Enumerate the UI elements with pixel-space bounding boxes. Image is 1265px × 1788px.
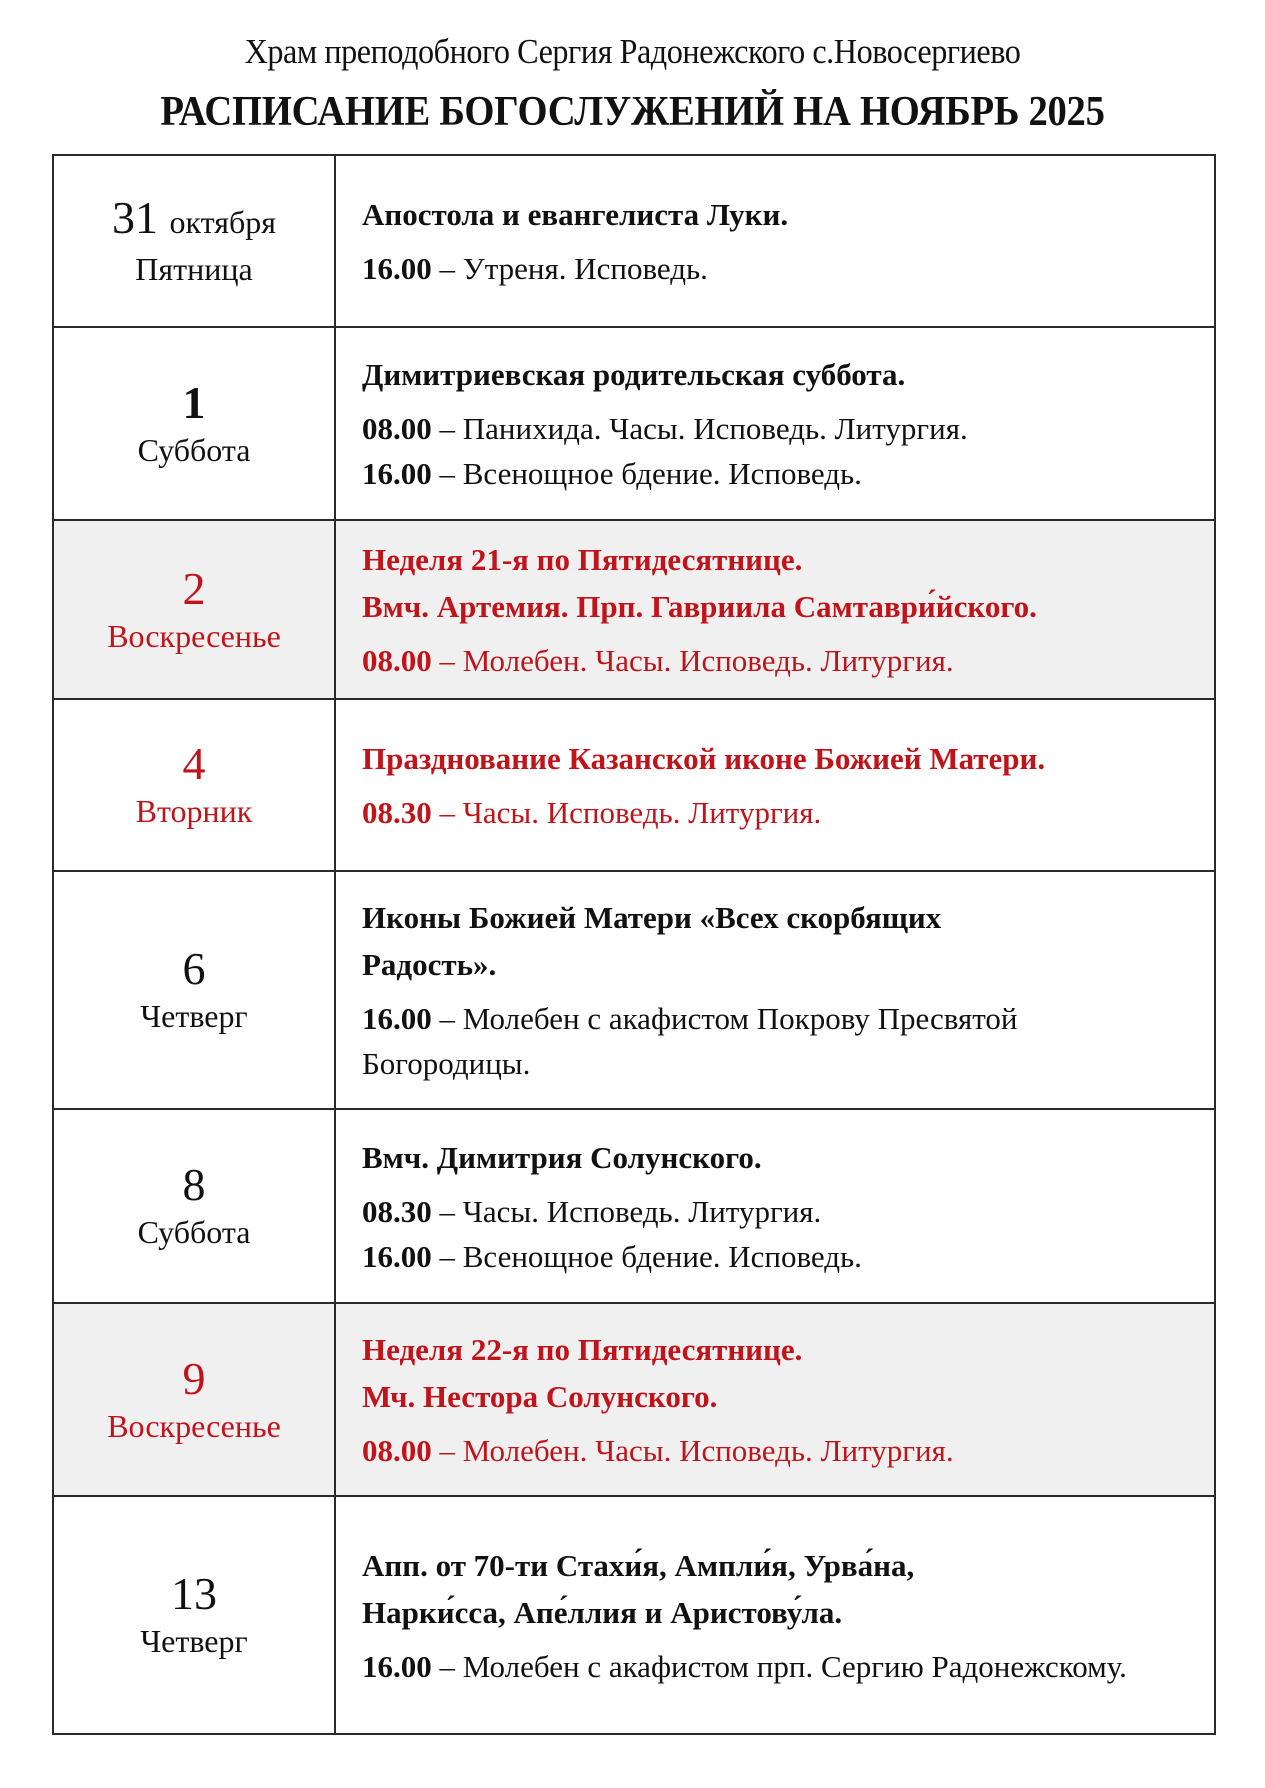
day-number: 1: [182, 376, 206, 428]
service-text: – Панихида. Часы. Исповедь. Литургия.: [431, 411, 968, 446]
feast-title: Вмч. Димитрия Солунского.: [362, 1139, 762, 1175]
service-time: 16.00: [362, 456, 432, 491]
service-line: [362, 790, 1190, 835]
service-time: 16.00: [362, 251, 432, 286]
feast-title: Апостола и евангелиста Луки.: [362, 197, 789, 232]
service-info-cell: [335, 699, 1215, 871]
schedule-row-sunday: [53, 520, 1215, 699]
feast-title: Нарки́сса, Апе́ллия и Аристову́ла.: [362, 1594, 843, 1630]
feast-title: Празднование Казанской иконе Божией Матери.: [362, 741, 1046, 776]
feast-title: Вмч. Артемия. Прп. Гавриила Самтаври́йского.: [362, 589, 1037, 624]
service-info-cell: [335, 1303, 1215, 1496]
page-title: РАСПИСАНИЕ БОГОСЛУЖЕНИЙ НА НОЯБРЬ 2025: [160, 89, 1105, 135]
service-text: – Утреня. Исповедь.: [431, 251, 708, 286]
day-number: 6: [182, 943, 206, 994]
weekday-label: Воскресенье: [107, 1407, 281, 1444]
date-cell: [53, 1303, 335, 1496]
day-number: 8: [182, 1159, 206, 1210]
day-number: 9: [182, 1352, 206, 1404]
service-info-cell: [335, 520, 1215, 699]
schedule-row: [53, 871, 1215, 1109]
service-line: [362, 1644, 1190, 1689]
service-time: 08.00: [362, 643, 432, 678]
service-time: 16.00: [362, 1238, 432, 1274]
service-text: – Всенощное бдение. Исповедь.: [431, 1238, 862, 1274]
feast-title: Мч. Нестора Солунского.: [362, 1379, 718, 1414]
schedule-row: [53, 1109, 1215, 1303]
date-cell: [53, 871, 335, 1109]
service-time: 08.00: [362, 411, 432, 446]
feast-title: Неделя 22-я по Пятидесятнице.: [362, 1332, 803, 1367]
schedule-row-sunday: [53, 1303, 1215, 1496]
date-cell: [53, 1109, 335, 1303]
schedule-row-feast: [53, 699, 1215, 871]
date-cell: [53, 699, 335, 871]
service-line: [362, 406, 1190, 451]
church-name: Храм преподобного Сергия Радонежского с.Новосергиево: [244, 32, 1021, 71]
weekday-label: Вторник: [135, 793, 253, 829]
date-cell: [53, 520, 335, 699]
day-value: 31: [112, 192, 159, 243]
service-line: [362, 1234, 1190, 1279]
schedule-row: [53, 155, 1215, 327]
feast-title: Апп. от 70-ти Стахи́я, Ампли́я, Урва́на,: [362, 1547, 915, 1583]
service-text: – Часы. Исповедь. Литургия.: [431, 795, 822, 830]
service-line: [362, 1189, 1190, 1234]
service-line: [362, 996, 1190, 1086]
schedule-row: [53, 1496, 1215, 1734]
schedule-row: [53, 327, 1215, 520]
service-line: [362, 638, 1190, 683]
service-text: – Молебен с акафистом прп. Сергию Радонежскому.: [431, 1648, 1127, 1684]
service-time: 08.30: [362, 1193, 432, 1229]
weekday-label: Пятница: [135, 251, 253, 287]
day-number: [54, 192, 334, 248]
feast-title: Неделя 21-я по Пятидесятнице.: [362, 542, 803, 577]
service-info-cell: [335, 1496, 1215, 1734]
service-info-cell: [335, 155, 1215, 327]
service-text: – Всенощное бдение. Исповедь.: [431, 456, 862, 491]
schedule-table: [52, 154, 1216, 1735]
service-time: 16.00: [362, 1001, 432, 1036]
month-label: октября: [169, 204, 276, 240]
service-text: – Молебен. Часы. Исповедь. Литургия.: [431, 1433, 954, 1468]
service-time: 16.00: [362, 1648, 432, 1684]
service-line: [362, 1428, 1190, 1473]
service-info-cell: [335, 871, 1215, 1109]
date-cell: [53, 155, 335, 327]
service-text: – Часы. Исповедь. Литургия.: [431, 1193, 822, 1229]
weekday-label: Четверг: [140, 1623, 248, 1659]
feast-title: Димитриевская родительская суббота.: [362, 357, 906, 392]
weekday-label: Воскресенье: [107, 617, 281, 654]
weekday-label: Суббота: [137, 1214, 251, 1250]
date-cell: [53, 327, 335, 520]
service-time: 08.30: [362, 795, 432, 830]
service-info-cell: [335, 1109, 1215, 1303]
weekday-label: Четверг: [140, 998, 248, 1034]
day-number: 2: [182, 562, 206, 614]
service-text: – Молебен. Часы. Исповедь. Литургия.: [431, 643, 954, 678]
service-line: [362, 246, 1190, 291]
feast-title: Радость».: [362, 947, 497, 982]
day-number: 13: [171, 1568, 217, 1619]
service-time: 08.00: [362, 1433, 432, 1468]
service-line: [362, 451, 1190, 496]
service-info-cell: [335, 327, 1215, 520]
date-cell: [53, 1496, 335, 1734]
service-text: – Молебен с акафистом Покрову Пресвятой Богородицы.: [362, 1001, 1018, 1081]
day-number: 4: [182, 738, 206, 789]
weekday-label: Суббота: [137, 431, 251, 468]
feast-title: Иконы Божией Матери «Всех скорбящих: [362, 900, 942, 935]
